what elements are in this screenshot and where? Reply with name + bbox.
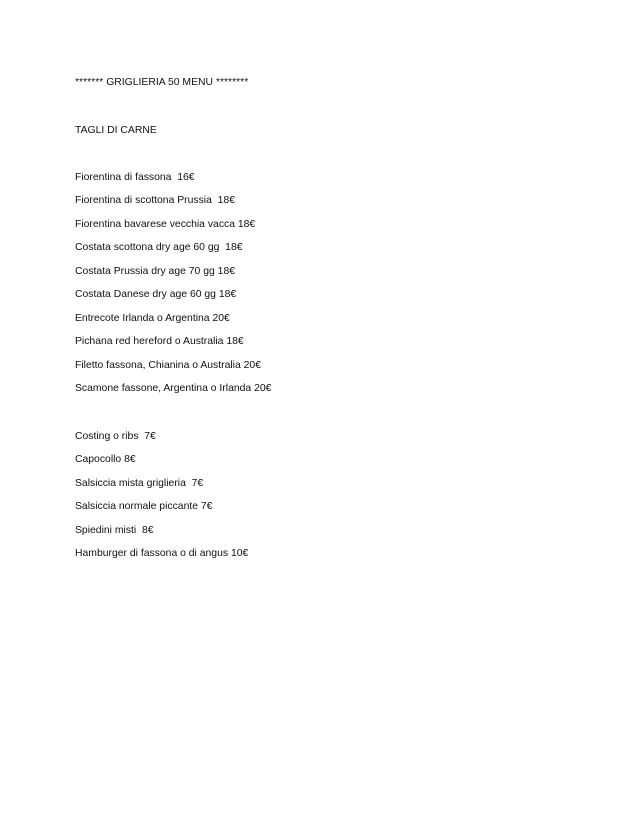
menu-item: Entrecote Irlanda o Argentina 20€	[75, 313, 230, 324]
menu-item: Fiorentina di fassona 16€	[75, 172, 195, 183]
menu-item: Pichana red hereford o Australia 18€	[75, 336, 244, 347]
menu-title: ******* GRIGLIERIA 50 MENU ********	[75, 77, 249, 88]
menu-item: Capocollo 8€	[75, 454, 136, 465]
menu-item: Scamone fassone, Argentina o Irlanda 20€	[75, 383, 272, 394]
menu-item: Salsiccia mista griglieria 7€	[75, 478, 204, 489]
menu-item: Costata Danese dry age 60 gg 18€	[75, 289, 237, 300]
section-title: TAGLI DI CARNE	[75, 125, 157, 136]
menu-item: Fiorentina bavarese vecchia vacca 18€	[75, 219, 256, 230]
menu-item: Hamburger di fassona o di angus 10€	[75, 548, 249, 559]
menu-item: Salsiccia normale piccante 7€	[75, 501, 213, 512]
menu-item: Spiedini misti 8€	[75, 525, 154, 536]
menu-item: Costata Prussia dry age 70 gg 18€	[75, 266, 235, 277]
menu-item: Costing o ribs 7€	[75, 431, 156, 442]
menu-item: Fiorentina di scottona Prussia 18€	[75, 195, 235, 206]
menu-item: Costata scottona dry age 60 gg 18€	[75, 242, 243, 253]
menu-item: Filetto fassona, Chianina o Australia 20€	[75, 360, 261, 371]
